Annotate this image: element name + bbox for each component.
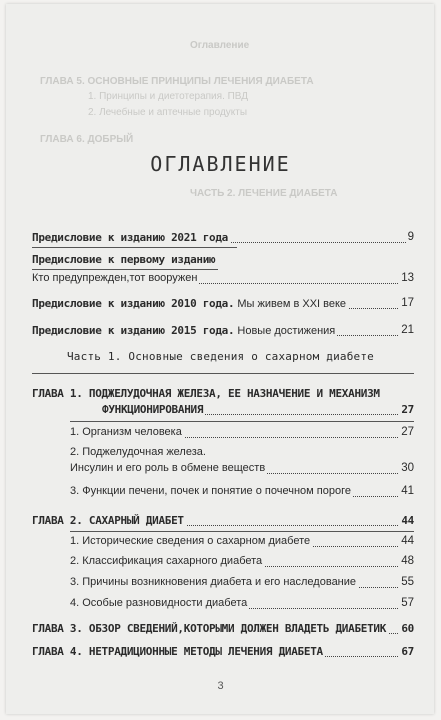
- section-title: Инсулин и его роль в обмене веществ: [70, 462, 266, 474]
- toc-page-number: 48: [401, 555, 414, 567]
- chapter-heading: [32, 622, 414, 636]
- toc-page-number: 17: [401, 297, 414, 309]
- chapter-title: ГЛАВА 2. САХАРНЫЙ ДИАБЕТ: [32, 514, 184, 527]
- toc-page-number: 60: [401, 622, 414, 635]
- section-title: 1. Организм человека: [70, 426, 182, 438]
- chapter-heading: [32, 514, 414, 528]
- section-title: 3. Функции печени, почек и понятие о почечном пороге: [70, 485, 351, 497]
- toc-entry: [32, 297, 414, 311]
- ghost-text: 2. Лечебные и аптечные продукты: [88, 107, 248, 118]
- toc-page-number: 9: [407, 231, 414, 243]
- toc-page-number: 27: [401, 403, 414, 416]
- chapter-title: ГЛАВА 4. НЕТРАДИЦИОННЫЕ МЕТОДЫ ЛЕЧЕНИЯ ДИАБЕТА: [32, 645, 323, 658]
- section-title: 4. Особые разновидности диабета: [70, 597, 248, 609]
- toc-section: [70, 576, 414, 590]
- toc-section: [70, 485, 414, 499]
- toc-section: [70, 426, 414, 440]
- ghost-text: ГЛАВА 5. ОСНОВНЫЕ ПРИНЦИПЫ ЛЕЧЕНИЯ ДИАБЕТА: [40, 76, 314, 87]
- page-number: 3: [217, 680, 224, 692]
- toc-entry: [32, 324, 414, 338]
- ghost-text: 1. Принципы и диетотерапия. ПВД: [88, 91, 249, 102]
- underline: [70, 531, 414, 532]
- chapter-title: ГЛАВА 1. ПОДЖЕЛУДОЧНАЯ ЖЕЛЕЗА, ЕЕ НАЗНАЧЕНИЕ И МЕХАНИЗМ: [32, 387, 380, 400]
- section-title: 2. Поджелудочная железа.: [70, 446, 206, 458]
- toc-entry-tail: Мы живем в XXI веке: [234, 298, 347, 310]
- underline: [32, 269, 218, 270]
- toc-page-number: 13: [401, 272, 414, 284]
- toc-page-number: 41: [401, 485, 414, 497]
- chapter-heading: [32, 645, 414, 659]
- toc-entry: [32, 253, 414, 267]
- divider: [32, 373, 414, 374]
- toc-page-number: 55: [401, 576, 414, 588]
- toc-entry-title: Предисловие к изданию 2021 года: [32, 231, 228, 244]
- toc-section: [70, 535, 414, 549]
- toc-entry-subtitle: [32, 272, 414, 286]
- section-title: 1. Исторические сведения о сахарном диабете: [70, 535, 311, 547]
- underline: [32, 247, 237, 248]
- toc-entry: [32, 231, 414, 245]
- toc-entry-title: Предисловие к первому изданию: [32, 253, 216, 266]
- toc-page-number: 21: [401, 324, 414, 336]
- toc-page-number: 30: [401, 462, 414, 474]
- toc-section: [70, 462, 414, 476]
- chapter-title: ФУНКЦИОНИРОВАНИЯ: [102, 403, 204, 416]
- page-title: ОГЛАВЛЕНИЕ: [150, 152, 291, 176]
- section-title: 3. Причины возникновения диабета и его наследование: [70, 576, 357, 588]
- toc-page-number: 44: [401, 535, 414, 547]
- ghost-running-head: Оглавление: [190, 40, 250, 51]
- toc-page-number: 57: [401, 597, 414, 609]
- ghost-text: ЧАСТЬ 2. ЛЕЧЕНИЕ ДИАБЕТА: [190, 188, 338, 199]
- toc-page-number: 67: [401, 645, 414, 658]
- part-heading: Часть 1. Основные сведения о сахарном диабете: [66, 350, 374, 363]
- section-title: 2. Классификация сахарного диабета: [70, 555, 263, 567]
- ghost-text: ГЛАВА 6. ДОБРЫЙ: [40, 134, 134, 145]
- toc-page-number: 44: [401, 514, 414, 527]
- toc-section: [70, 555, 414, 569]
- chapter-heading: [32, 387, 414, 401]
- chapter-heading: [102, 403, 414, 417]
- toc-section: [70, 446, 414, 460]
- toc-entry-tail: Новые достижения: [234, 325, 336, 337]
- chapter-title: ГЛАВА 3. ОБЗОР СВЕДЕНИЙ,КОТОРЫМИ ДОЛЖЕН ВЛАДЕТЬ ДИАБЕТИК: [32, 622, 387, 635]
- toc-entry-title: Предисловие к изданию 2010 года.: [32, 297, 235, 310]
- toc-entry-title: Кто предупрежден,тот вооружен: [32, 272, 198, 284]
- toc-section: [70, 597, 414, 611]
- toc-entry-title: Предисловие к изданию 2015 года.: [32, 324, 235, 337]
- underline: [70, 421, 414, 422]
- toc-page-number: 27: [401, 426, 414, 438]
